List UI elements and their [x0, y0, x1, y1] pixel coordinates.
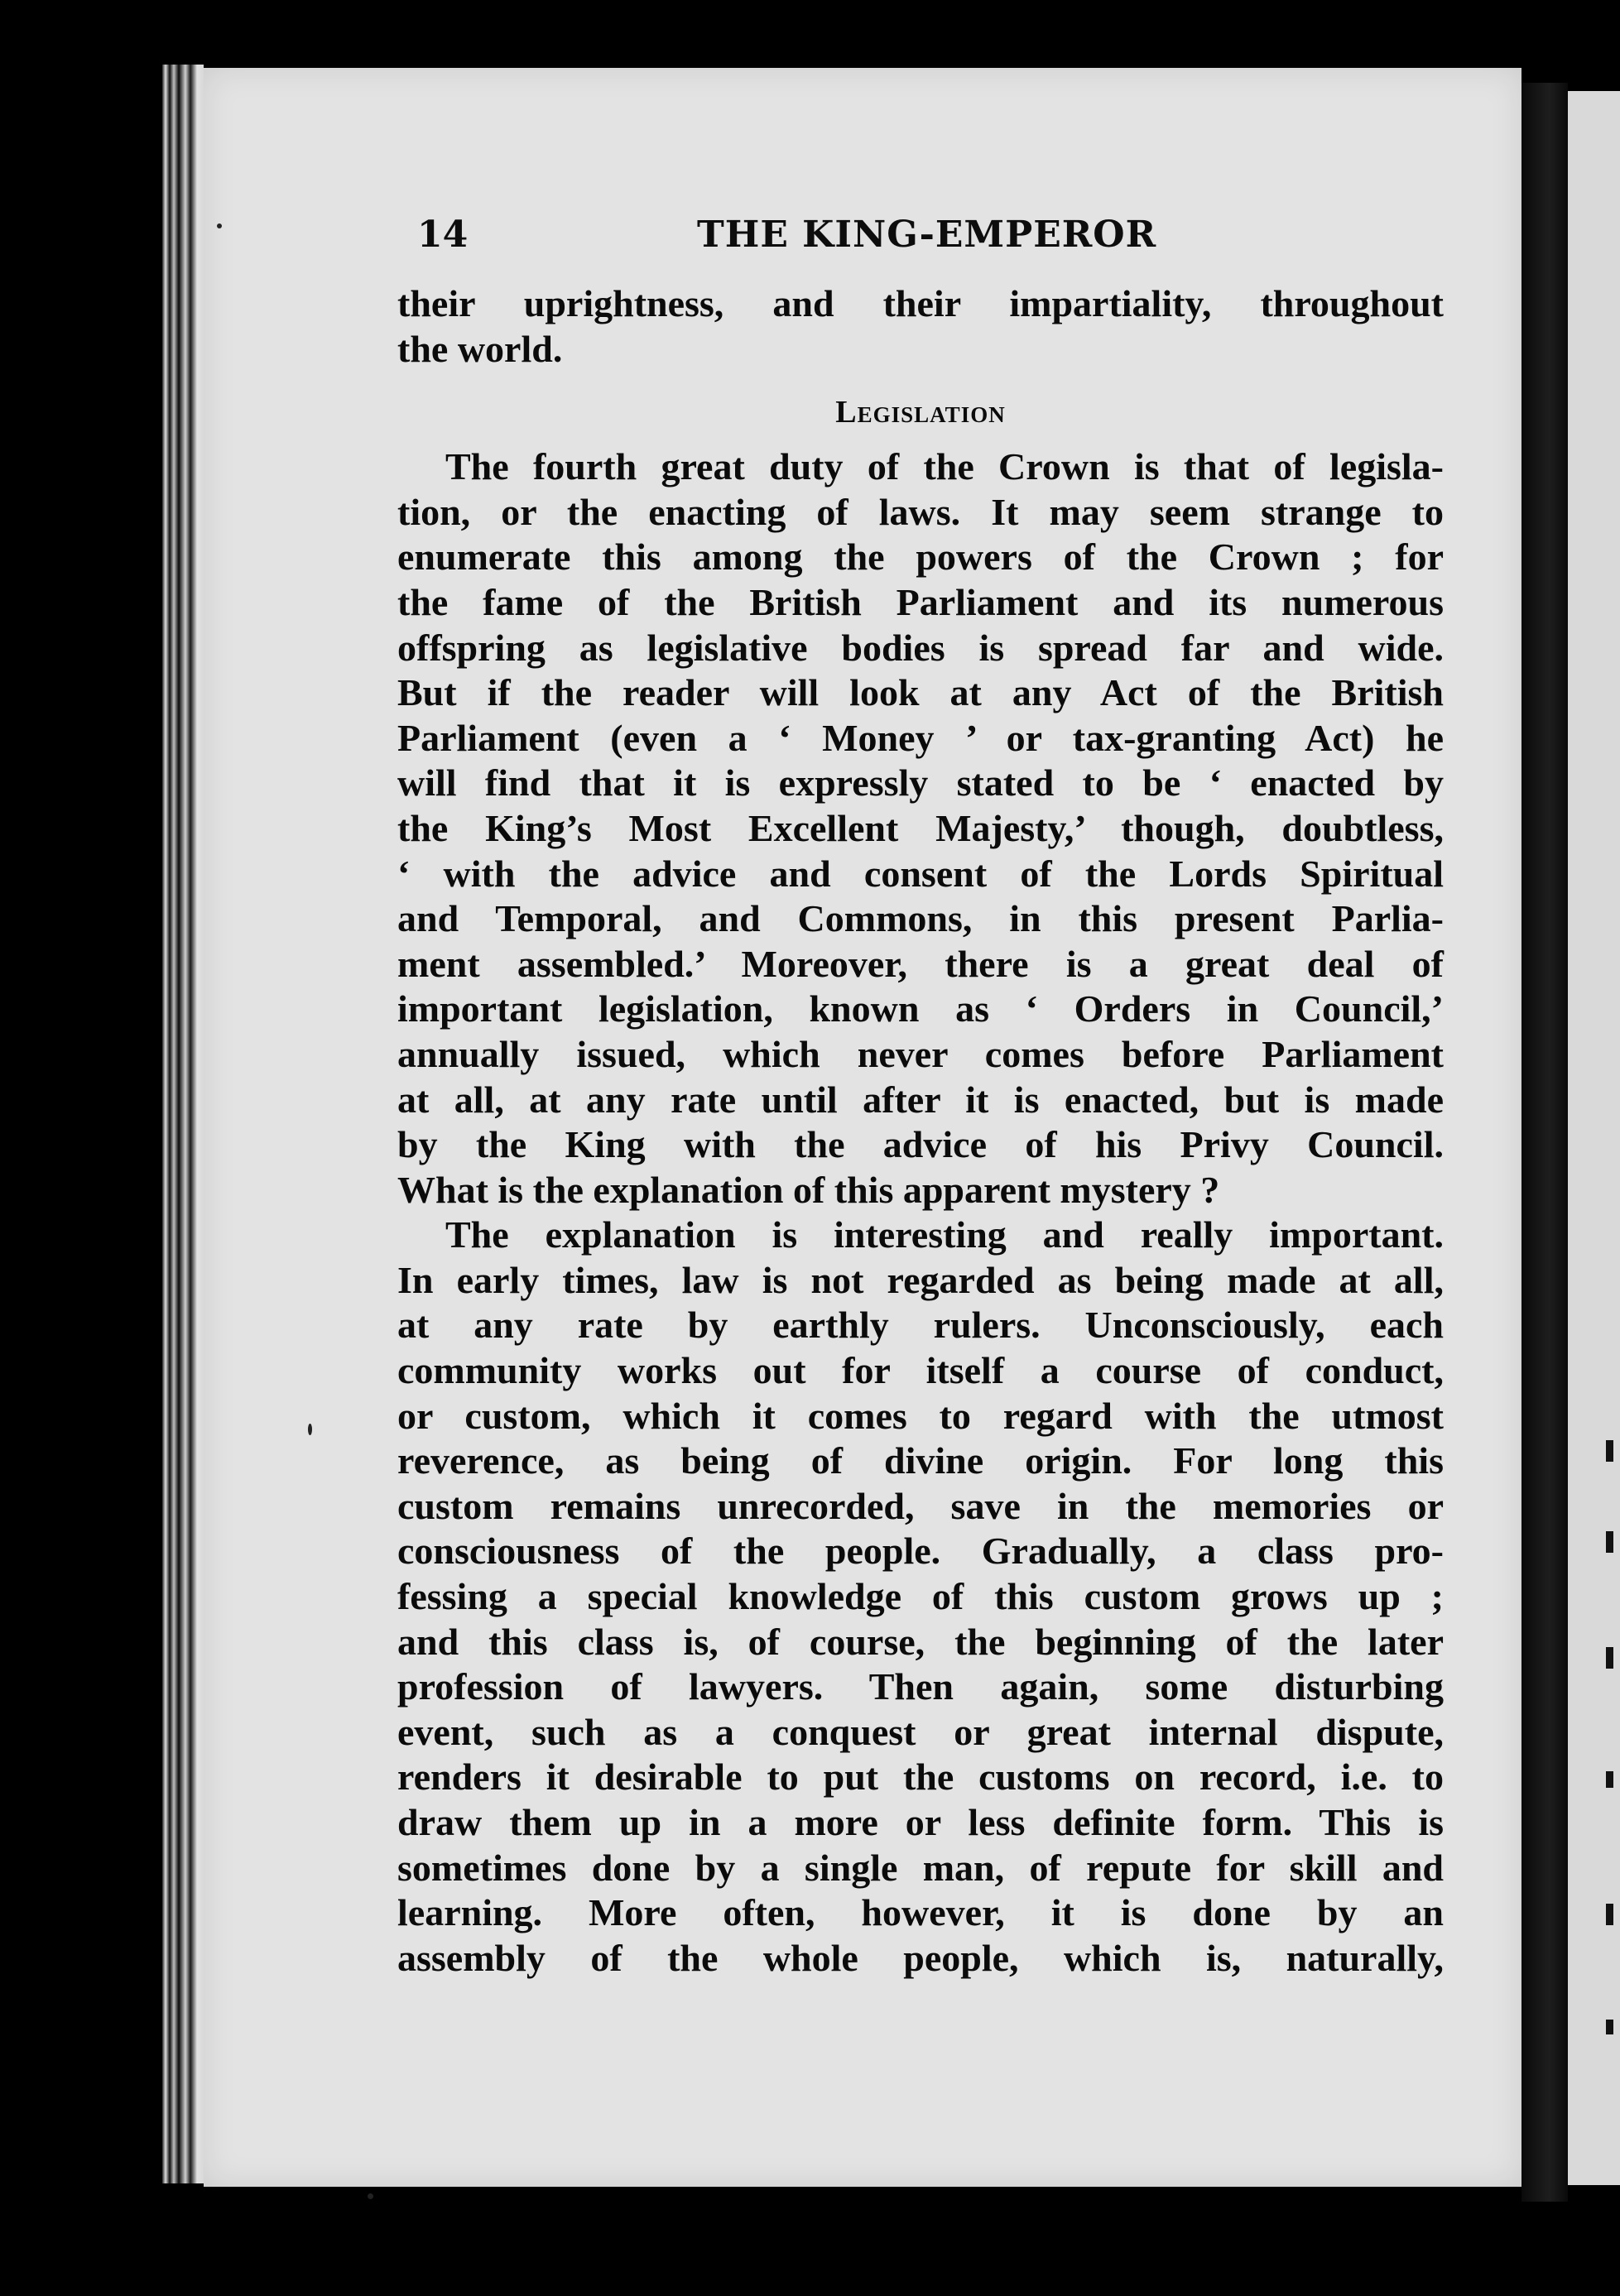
text-line: sometimes done by a single man, of repute for skill and	[397, 1846, 1444, 1889]
text-line: and Temporal, and Commons, in this present Parlia-	[397, 897, 1444, 940]
text-line: Parliament (even a ‘ Money ’ or tax-granting Act) he	[397, 716, 1444, 759]
text-line: fessing a special knowledge of this custom grows up ;	[397, 1575, 1444, 1618]
text-line: What is the explanation of this apparent mystery ?	[397, 1168, 1220, 1211]
adjacent-page-glyph	[1606, 1647, 1613, 1669]
text-line: In early times, law is not regarded as being made at all,	[397, 1258, 1444, 1301]
text-line: annually issued, which never comes before Parliament	[397, 1032, 1444, 1075]
text-line: the world.	[397, 327, 563, 370]
book-spine-edge	[162, 65, 204, 2183]
text-line: But if the reader will look at any Act of the British	[397, 671, 1444, 714]
text-line: offspring as legislative bodies is spread far and wide.	[397, 626, 1444, 669]
text-line: their uprightness, and their impartiality, throughout	[397, 282, 1444, 324]
text-line: tion, or the enacting of laws. It may seem strange to	[397, 490, 1444, 533]
page-body	[397, 281, 1444, 1981]
text-line: renders it desirable to put the customs on record, i.e. to	[397, 1756, 1444, 1799]
scan-speck	[368, 2193, 373, 2199]
text-line: at all, at any rate until after it is enacted, but is made	[397, 1078, 1444, 1121]
scan-speck	[308, 1424, 312, 1435]
adjacent-page-glyph	[1606, 1531, 1613, 1553]
adjacent-page-edge	[1568, 91, 1620, 2185]
page-number: 14	[417, 214, 469, 256]
text-line: the fame of the British Parliament and its numerous	[397, 580, 1444, 623]
text-line: learning. More often, however, it is done by an	[397, 1891, 1444, 1934]
text-line: reverence, as being of divine origin. For long this	[397, 1439, 1444, 1482]
text-line: assembly of the whole people, which is, naturally,	[397, 1936, 1444, 1979]
scan-speck	[217, 223, 222, 228]
text-line: community works out for itself a course of conduct,	[397, 1349, 1444, 1392]
text-line: or custom, which it comes to regard with the utmost	[397, 1394, 1444, 1437]
text-line: the King’s Most Excellent Majesty,’ though, doubtless,	[397, 806, 1444, 849]
text-line: at any rate by earthly rulers. Unconsciously, each	[397, 1304, 1444, 1347]
text-line: The explanation is interesting and really important.	[445, 1213, 1444, 1256]
adjacent-page-glyph	[1606, 1771, 1613, 1788]
page-gutter-shadow	[1521, 83, 1568, 2202]
text-line: event, such as a conquest or great internal dispute,	[397, 1710, 1444, 1753]
text-line: important legislation, known as ‘ Orders in Council,’	[397, 987, 1444, 1030]
text-line: ment assembled.’ Moreover, there is a great deal of	[397, 942, 1444, 985]
text-line: consciousness of the people. Gradually, a class pro-	[397, 1530, 1444, 1573]
text-line: draw them up in a more or less definite form. This is	[397, 1801, 1444, 1843]
running-title: THE KING-EMPEROR	[697, 214, 1157, 256]
text-line: custom remains unrecorded, save in the memories or	[397, 1484, 1444, 1527]
adjacent-page-glyph	[1606, 2020, 1613, 2034]
text-line: enumerate this among the powers of the Crown ; for	[397, 536, 1444, 579]
text-line: will find that it is expressly stated to be ‘ enacted by	[397, 761, 1444, 805]
adjacent-page-glyph	[1606, 1904, 1613, 1925]
text-line: profession of lawyers. Then again, some disturbing	[397, 1665, 1444, 1708]
text-line: The fourth great duty of the Crown is that of legisla-	[445, 445, 1444, 488]
adjacent-page-glyph	[1606, 1440, 1613, 1462]
running-header	[417, 214, 1452, 271]
text-line: and this class is, of course, the beginning of the later	[397, 1620, 1444, 1663]
text-line: by the King with the advice of his Privy Council.	[397, 1123, 1444, 1166]
text-line: ‘ with the advice and consent of the Lords Spiritual	[397, 852, 1444, 895]
section-heading: Legislation	[835, 395, 1006, 430]
